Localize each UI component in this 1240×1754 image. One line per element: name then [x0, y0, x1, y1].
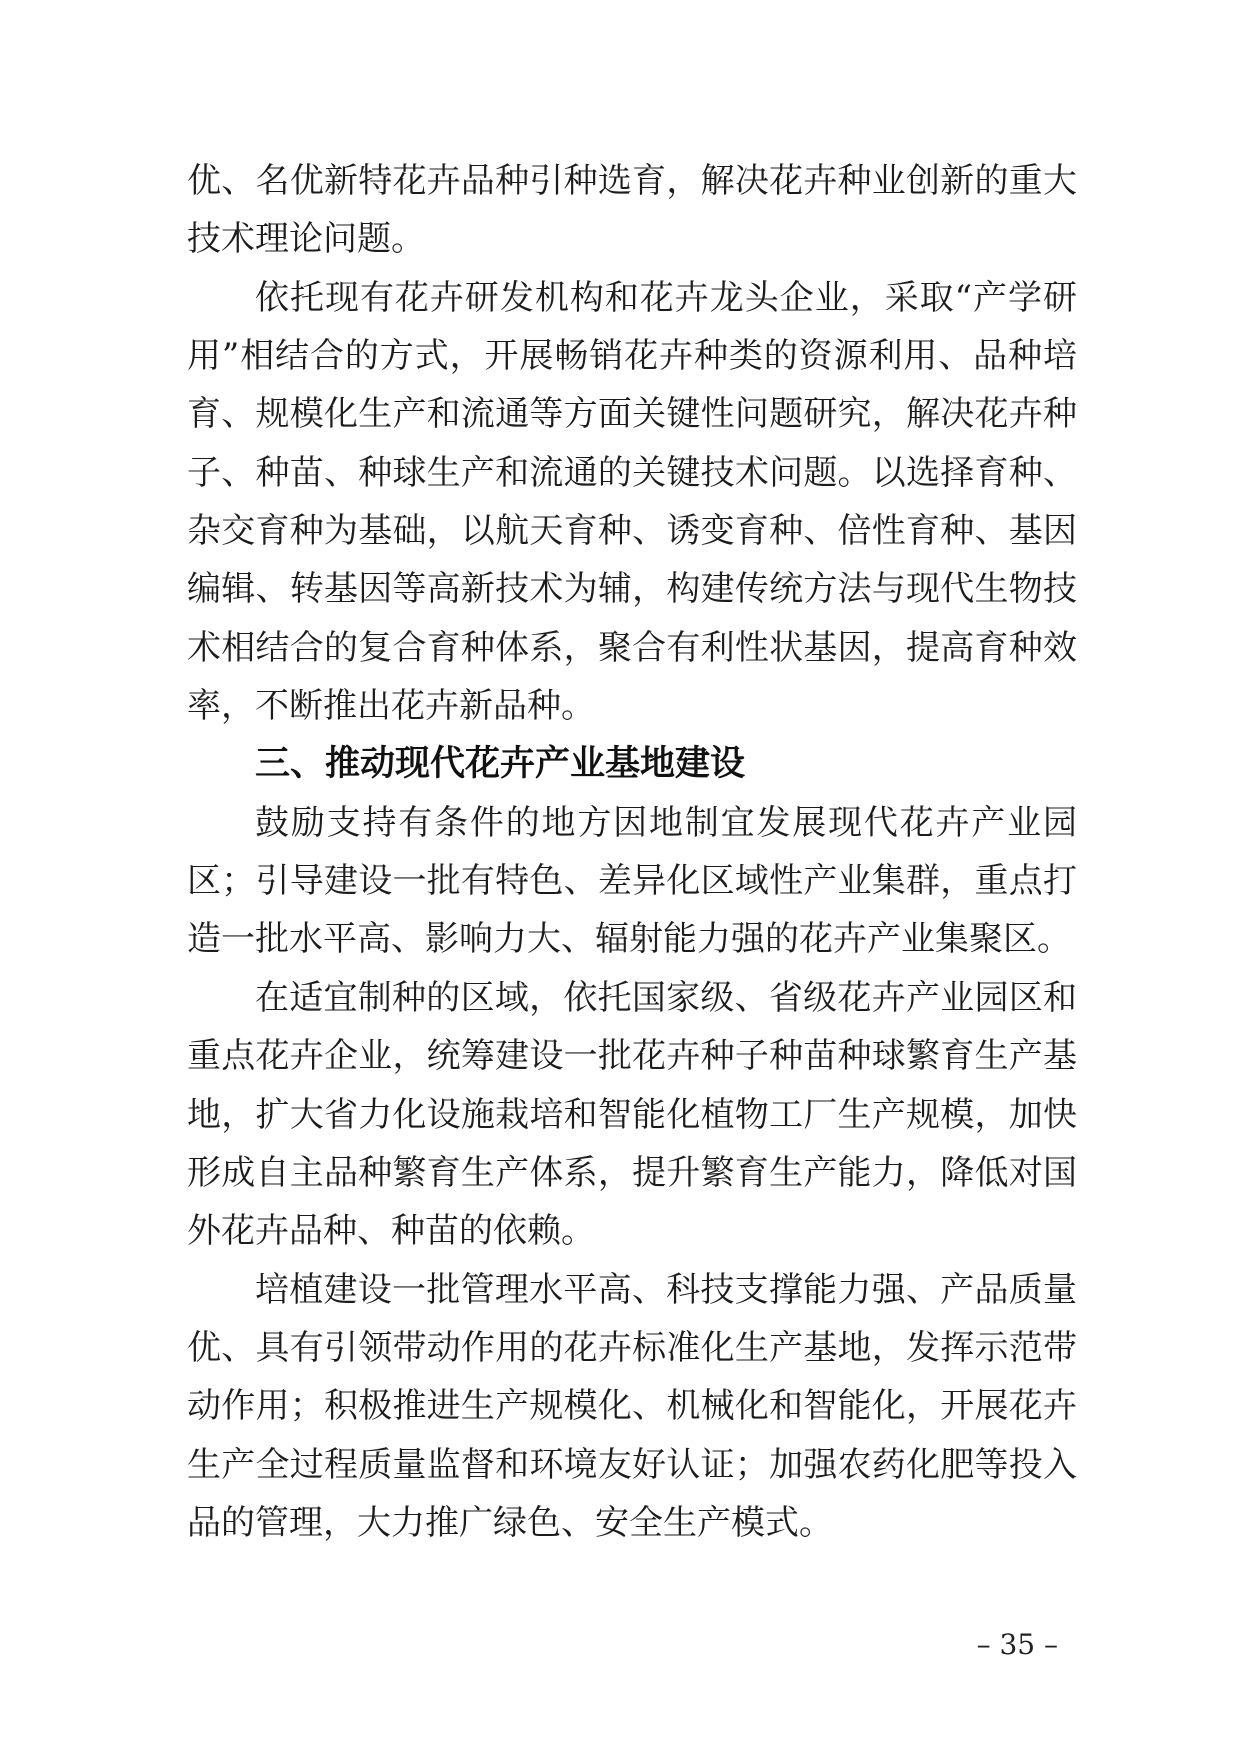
body-line: 技术理论问题。 — [187, 219, 425, 260]
body-line: 生产全过程质量监督和环境友好认证；加强农药化肥等投入 — [187, 1444, 1077, 1485]
body-line: 重点花卉企业，统筹建设一批花卉种子种苗种球繁育生产基 — [187, 1036, 1077, 1077]
body-line: 品的管理，大力推广绿色、安全生产模式。 — [187, 1502, 833, 1543]
body-line: 培植建设一批管理水平高、科技支撑能力强、产品质量 — [255, 1269, 1077, 1310]
body-line: 子、种苗、种球生产和流通的关键技术问题。以选择育种、 — [187, 452, 1077, 493]
body-line: 优、名优新特花卉品种引种选育，解决花卉种业创新的重大 — [187, 161, 1077, 201]
page-number: – 35 – — [976, 1628, 1058, 1661]
body-line: 地，扩大省力化设施栽培和智能化植物工厂生产规模，加快 — [187, 1094, 1077, 1135]
body-line: 区；引导建设一批有特色、差异化区域性产业集群，重点打 — [187, 861, 1077, 902]
body-line: 依托现有花卉研发机构和花卉龙头企业，采取“产学研 — [255, 277, 1077, 318]
body-line: 形成自主品种繁育生产体系，提升繁育生产能力，降低对国 — [187, 1152, 1077, 1193]
body-line: 优、具有引领带动作用的花卉标准化生产基地，发挥示范带 — [187, 1327, 1077, 1368]
body-line: 外花卉品种、种苗的依赖。 — [187, 1211, 595, 1252]
body-line: 杂交育种为基础，以航天育种、诱变育种、倍性育种、基因 — [187, 511, 1077, 552]
body-line: 编辑、转基因等高新技术为辅，构建传统方法与现代生物技 — [187, 569, 1077, 610]
body-line: 术相结合的复合育种体系，聚合有利性状基因，提高育种效 — [187, 627, 1077, 668]
body-line: 在适宜制种的区域，依托国家级、省级花卉产业园区和 — [255, 977, 1077, 1018]
body-line: 鼓励支持有条件的地方因地制宜发展现代花卉产业园 — [255, 802, 1077, 843]
document-text-block — [187, 152, 1077, 1552]
section-heading: 三、推动现代花卉产业基地建设 — [255, 744, 746, 785]
body-line: 用”相结合的方式，开展畅销花卉种类的资源利用、品种培 — [187, 336, 1077, 377]
body-line: 率，不断推出花卉新品种。 — [187, 686, 595, 727]
body-line: 动作用；积极推进生产规模化、机械化和智能化，开展花卉 — [187, 1386, 1077, 1427]
body-line: 育、规模化生产和流通等方面关键性问题研究，解决花卉种 — [187, 394, 1077, 435]
body-line: 造一批水平高、影响力大、辐射能力强的花卉产业集聚区。 — [187, 919, 1071, 960]
